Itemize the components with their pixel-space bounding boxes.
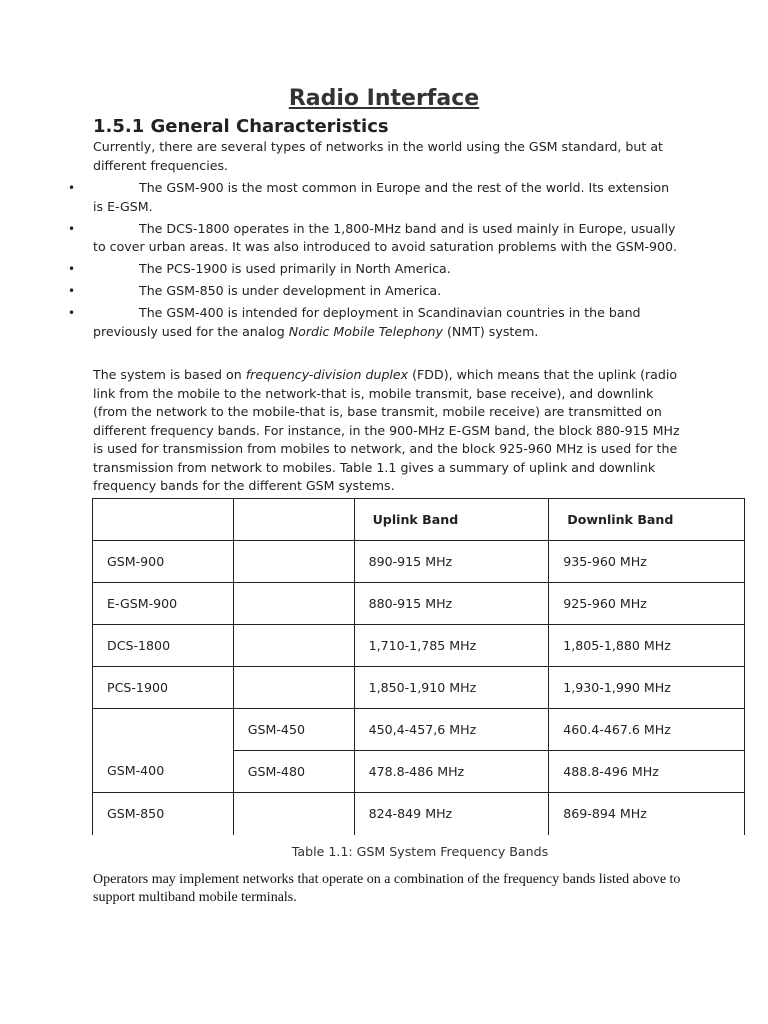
fdd-paragraph xyxy=(93,366,683,496)
bullet-item xyxy=(0,260,683,279)
table-row xyxy=(93,793,745,835)
bullet-text: The PCS-1900 is used primarily in North America. xyxy=(139,261,451,276)
downlink-cell: 488.8-496 MHz xyxy=(549,751,745,793)
table-row xyxy=(93,625,745,667)
frequency-band-table xyxy=(92,498,745,835)
bullet-text-before: The GSM-400 is intended for deployment in Scandinavian countries in the band previously used for the analog xyxy=(93,305,641,339)
bullet-dot-icon: • xyxy=(68,306,76,320)
variant-cell xyxy=(233,667,354,709)
bullet-text: The DCS-1800 operates in the 1,800-MHz band and is used mainly in Europe, usually to cover urban areas. It was also introduced to avoid saturation problems with the GSM-900. xyxy=(93,220,678,254)
fdd-text-after: (FDD), which means that the uplink (radio link from the mobile to the network-that is, mobile transmit, base receive), and downlink (from the network to the mobile-that is, base transmit, mobile receive) are transmitted on different frequency bands. For instance, in the 900-MHz E-GSM band, the block 880-915 MHz is used for transmission from mobiles to network, and the block 925-960 MHz is used for the transmission from network to mobiles. Table 1.1 gives a summary of uplink and downlink frequency bands for the different GSM systems. xyxy=(93,367,680,493)
variant-cell xyxy=(233,793,354,835)
uplink-cell: 880-915 MHz xyxy=(354,583,549,625)
uplink-cell: 478.8-486 MHz xyxy=(354,751,549,793)
table-header-uplink: Uplink Band xyxy=(354,499,549,541)
system-cell: E-GSM-900 xyxy=(93,583,234,625)
bullet-item xyxy=(0,282,683,301)
downlink-cell: 869-894 MHz xyxy=(549,793,745,835)
uplink-cell: 824-849 MHz xyxy=(354,793,549,835)
section-heading: 1.5.1 General Characteristics xyxy=(93,116,389,137)
network-bullet-list xyxy=(0,179,700,345)
bullet-item xyxy=(0,304,683,341)
table-row xyxy=(93,541,745,583)
intro-paragraph: Currently, there are several types of networks in the world using the GSM standard, but at different frequencies. xyxy=(93,139,663,173)
uplink-cell: 1,710-1,785 MHz xyxy=(354,625,549,667)
downlink-cell: 460.4-467.6 MHz xyxy=(549,709,745,751)
table-row xyxy=(93,583,745,625)
table-header-row xyxy=(93,499,745,541)
variant-cell xyxy=(233,541,354,583)
table-header-downlink: Downlink Band xyxy=(549,499,745,541)
bullet-text: The GSM-850 is under development in America. xyxy=(139,283,442,298)
table-header-variant xyxy=(233,499,354,541)
system-cell: PCS-1900 xyxy=(93,667,234,709)
variant-cell: GSM-480 xyxy=(233,751,354,793)
uplink-cell: 1,850-1,910 MHz xyxy=(354,667,549,709)
fdd-text-before: The system is based on xyxy=(93,367,246,382)
bullet-dot-icon: • xyxy=(68,181,76,195)
bullet-dot-icon: • xyxy=(68,262,76,276)
table-row xyxy=(93,667,745,709)
system-cell: GSM-900 xyxy=(93,541,234,583)
bullet-text-after: (NMT) system. xyxy=(443,323,539,339)
variant-cell xyxy=(233,583,354,625)
system-cell: DCS-1800 xyxy=(93,625,234,667)
table-row xyxy=(93,709,745,751)
downlink-cell: 1,805-1,880 MHz xyxy=(549,625,745,667)
system-cell: GSM-850 xyxy=(93,793,234,835)
uplink-cell: 890-915 MHz xyxy=(354,541,549,583)
closing-paragraph: Operators may implement networks that operate on a combination of the frequency bands listed above to support multiband mobile terminals. xyxy=(93,872,681,905)
table-caption: Table 1.1: GSM System Frequency Bands xyxy=(291,844,549,859)
bullet-item xyxy=(0,220,683,257)
bullet-dot-icon: • xyxy=(68,221,76,236)
fdd-emphasis: frequency-division duplex xyxy=(245,367,409,382)
table-header-system xyxy=(93,499,234,541)
variant-cell: GSM-450 xyxy=(233,709,354,751)
bullet-item xyxy=(0,179,683,216)
system-cell: GSM-400 xyxy=(93,709,234,793)
downlink-cell: 925-960 MHz xyxy=(549,583,745,625)
downlink-cell: 935-960 MHz xyxy=(549,541,745,583)
variant-cell xyxy=(233,625,354,667)
page-title: Radio Interface xyxy=(288,86,480,111)
downlink-cell: 1,930-1,990 MHz xyxy=(549,667,745,709)
bullet-text: The GSM-900 is the most common in Europe and the rest of the world. Its extension is E-GSM. xyxy=(93,180,670,214)
bullet-emphasis: Nordic Mobile Telephony xyxy=(288,323,443,339)
uplink-cell: 450,4-457,6 MHz xyxy=(354,709,549,751)
bullet-dot-icon: • xyxy=(68,284,76,298)
